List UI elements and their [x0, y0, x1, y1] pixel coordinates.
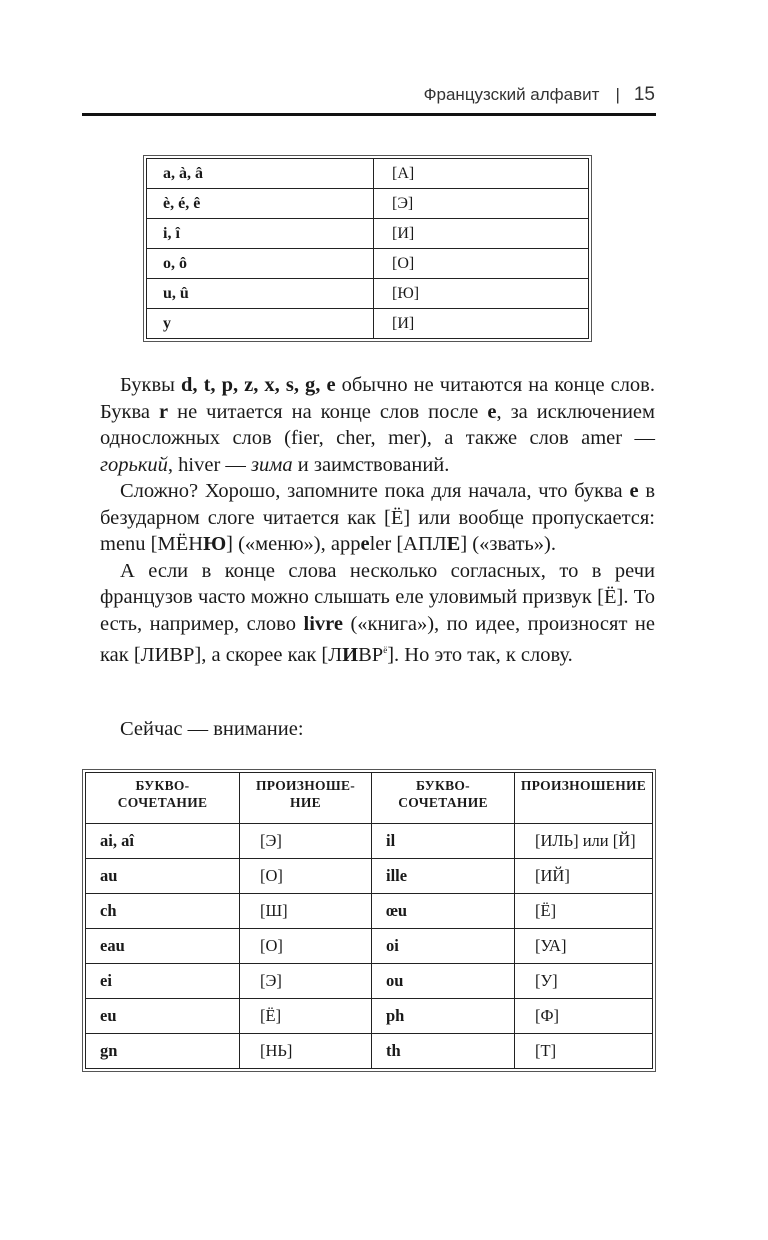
vowels-table	[143, 155, 592, 342]
table-row	[147, 279, 589, 309]
attention-line: Сейчас — внимание:	[120, 718, 304, 741]
table-row	[147, 309, 589, 339]
combination-cell: ai, aî	[86, 823, 240, 858]
table-row	[86, 858, 653, 893]
body-text	[100, 372, 655, 668]
letters-cell: o, ô	[147, 249, 374, 279]
letters-cell: è, é, ê	[147, 189, 374, 219]
text: ] («звать»).	[460, 533, 556, 555]
table-row	[147, 189, 589, 219]
pronunciation-cell: [Ф]	[515, 998, 653, 1033]
bold-text: e	[487, 400, 497, 423]
sound-cell: [А]	[374, 159, 589, 189]
pronunciation-cell: [У]	[515, 963, 653, 998]
main-flow	[82, 372, 656, 1072]
pronunciation-cell: [О]	[240, 928, 372, 963]
text: и заимствований.	[292, 453, 450, 476]
letters-cell: u, û	[147, 279, 374, 309]
pronunciation-cell: [Т]	[515, 1033, 653, 1068]
table-row	[86, 963, 653, 998]
pronunciation-cell: [Э]	[240, 963, 372, 998]
italic-text: горький	[100, 453, 168, 476]
text: Буквы	[120, 374, 181, 396]
table-row	[86, 998, 653, 1033]
header-rule	[82, 113, 656, 116]
bold-text: Е	[446, 533, 461, 555]
table-row	[86, 928, 653, 963]
bold-text: e	[629, 480, 639, 502]
column-header: ПРОИЗНОШЕНИЕ	[515, 772, 653, 823]
combination-cell: eau	[86, 928, 240, 963]
paragraph	[100, 478, 655, 558]
text: в безударном слоге читается как [Ё] или вообще пропускается: menu [МЁН	[100, 480, 655, 555]
text: не читается на конце слов после	[168, 400, 488, 423]
pronunciation-cell: [ИЙ]	[515, 858, 653, 893]
combination-cell: œu	[372, 893, 515, 928]
combination-cell: ei	[86, 963, 240, 998]
combination-cell: ille	[372, 858, 515, 893]
pronunciation-cell: [ИЛЬ] или [Й]	[515, 823, 653, 858]
table-row	[147, 159, 589, 189]
chapter-title: Французский алфавит	[423, 85, 600, 104]
table-row	[86, 823, 653, 858]
sound-cell: [О]	[374, 249, 589, 279]
combination-cell: ch	[86, 893, 240, 928]
text: ] («меню»), app	[226, 533, 361, 555]
combination-cell: il	[372, 823, 515, 858]
text: А если в конце слова несколько согласных, то в речи французов часто можно слышать еле уловимый призвук [Ё]. То есть, например, слово	[100, 559, 655, 635]
combination-cell: au	[86, 858, 240, 893]
header-separator: |	[615, 85, 620, 104]
table-row	[147, 219, 589, 249]
text: , hiver —	[167, 453, 252, 476]
table-row	[86, 1033, 653, 1068]
pronunciation-cell: [О]	[240, 858, 372, 893]
superscript-text: ё	[383, 645, 388, 655]
text: ler [АПЛ	[369, 533, 447, 555]
pronunciation-cell: [НЬ]	[240, 1033, 372, 1068]
combination-cell: eu	[86, 998, 240, 1033]
letters-cell: y	[147, 309, 374, 339]
sound-cell: [И]	[374, 309, 589, 339]
column-header: ПРОИЗНОШЕ- НИЕ	[240, 772, 372, 823]
bold-text: livre	[303, 612, 343, 635]
table-row	[86, 893, 653, 928]
bold-text: r	[158, 400, 169, 423]
sound-cell: [Э]	[374, 189, 589, 219]
letter-combinations-table	[82, 769, 656, 1072]
italic-text: зима	[251, 453, 293, 476]
text: ВР	[358, 643, 384, 666]
page-number: 15	[633, 84, 655, 105]
bold-text: e	[360, 533, 370, 555]
sound-cell: [Ю]	[374, 279, 589, 309]
paragraph	[100, 372, 655, 478]
pronunciation-cell: [Ш]	[240, 893, 372, 928]
paragraph	[100, 558, 655, 669]
bold-text: d, t, p, z, x, s, g, e	[180, 374, 336, 396]
text: ]. Но это так, к слову.	[387, 643, 573, 666]
pronunciation-cell: [Э]	[240, 823, 372, 858]
text: Сложно? Хорошо, запомните пока для начала, что буква	[120, 480, 630, 502]
combination-cell: ou	[372, 963, 515, 998]
sound-cell: [И]	[374, 219, 589, 249]
combination-cell: ph	[372, 998, 515, 1033]
column-header: БУКВО- СОЧЕТАНИЕ	[86, 772, 240, 823]
bold-text: И	[342, 643, 359, 666]
pronunciation-cell: [УА]	[515, 928, 653, 963]
letters-cell: i, î	[147, 219, 374, 249]
text: («книга»), по идее, произносят не как [ЛИВР], а скорее как [Л	[100, 612, 655, 666]
pronunciation-cell: [Ё]	[515, 893, 653, 928]
letters-cell: a, à, â	[147, 159, 374, 189]
table-row	[147, 249, 589, 279]
text: обычно не читаются на конце слов. Буква	[100, 374, 655, 423]
combination-cell: gn	[86, 1033, 240, 1068]
pronunciation-cell: [Ё]	[240, 998, 372, 1033]
text: , за исключением односложных слов (fier, cher, mer), а также слов amer —	[100, 400, 655, 449]
running-head	[424, 84, 655, 106]
bold-text: Ю	[203, 533, 227, 555]
combination-cell: oi	[372, 928, 515, 963]
column-header: БУКВО- СОЧЕТАНИЕ	[372, 772, 515, 823]
combination-cell: th	[372, 1033, 515, 1068]
